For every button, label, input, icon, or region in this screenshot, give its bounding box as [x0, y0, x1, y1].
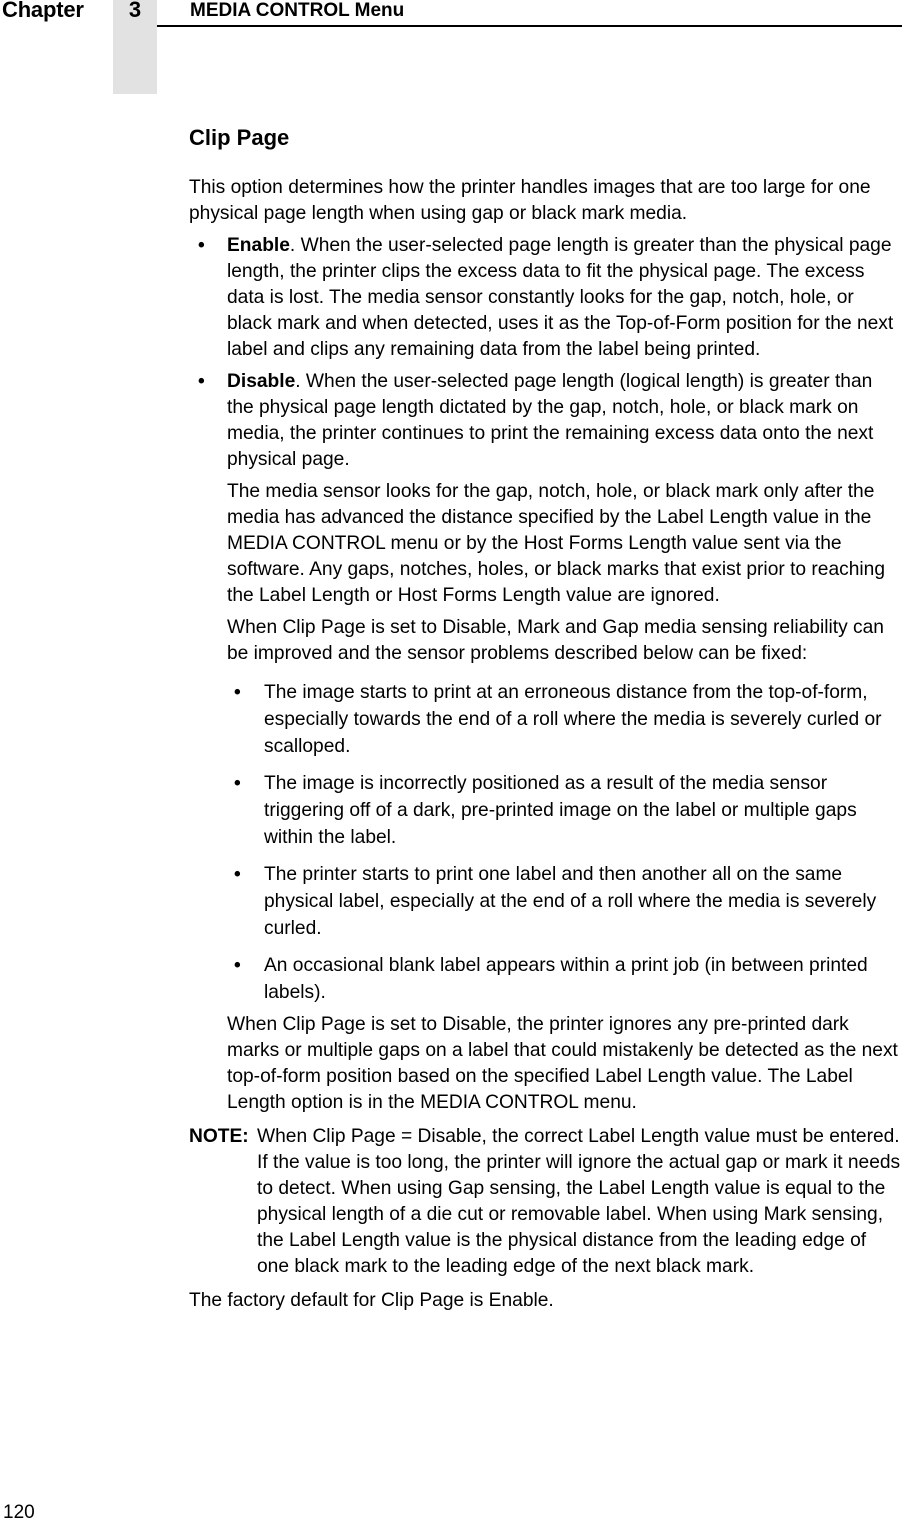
problem-list-item [189, 861, 901, 942]
problem-list-item [189, 952, 901, 1006]
problem-text: An occasional blank label appears within a print job (in between printed labels). [264, 955, 868, 1003]
bullet-icon: • [234, 864, 241, 885]
problem-list-item [189, 770, 901, 851]
note-label: NOTE: [189, 1126, 249, 1147]
bullet-icon: • [198, 235, 205, 256]
note-block [189, 1124, 901, 1280]
chapter-label: Chapter [2, 0, 84, 22]
menu-title: MEDIA CONTROL Menu [190, 0, 405, 21]
page-header [0, 0, 902, 28]
bullet-icon: • [198, 371, 205, 392]
intro-paragraph: This option determines how the printer handles images that are too large for one physical page length when using gap or black mark media. [189, 177, 871, 224]
note-text: When Clip Page = Disable, the correct Label Length value must be entered. If the value is too long, the printer will ignore the actual gap or mark it needs to detect. When using Gap sensing, the Label Length value is equal to the physical length of a die cut or removable label. When using Mark sensing, the Label Length value is the physical distance from the leading edge of one black mark to the leading edge of the next black mark. [257, 1126, 901, 1277]
bullet-icon: • [234, 955, 241, 976]
page-number: 120 [3, 1502, 35, 1523]
enable-bullet [189, 233, 901, 363]
disable-paragraph-1: The media sensor looks for the gap, notch, hole, or black mark only after the media has advanced the distance specified by the Label Length value in the MEDIA CONTROL menu or by the Host Forms Length value sent via the software. Any gaps, notches, holes, or black marks that exist prior to reaching the Label Length or Host Forms Length value are ignored. [227, 481, 886, 606]
problem-text: The image starts to print at an erroneous distance from the top-of-form, especially towards the end of a roll where the media is severely curled or scalloped. [264, 682, 882, 757]
disable-description: . When the user-selected page length (logical length) is greater than the physical page length dictated by the gap, notch, hole, or black mark on media, the printer continues to print the remaining excess data onto the next physical page. [227, 371, 874, 470]
chapter-number: 3 [128, 0, 142, 22]
disable-bullet [189, 369, 901, 473]
disable-paragraph-3: When Clip Page is set to Disable, the printer ignores any pre-printed dark marks or multiple gaps on a label that could mistakenly be detected as the next top-of-form position based on the specified Label Length value. The Label Length option is in the MEDIA CONTROL menu. [227, 1014, 898, 1113]
problem-list-item [189, 679, 901, 760]
chapter-tab [113, 0, 157, 94]
bullet-icon: • [234, 773, 241, 794]
disable-term: Disable [227, 371, 296, 392]
section-content [189, 124, 901, 1320]
bullet-icon: • [234, 682, 241, 703]
header-rule [157, 25, 902, 27]
problem-text: The printer starts to print one label and then another all on the same physical label, especially at the end of a roll where the media is severely curled. [264, 864, 877, 939]
disable-paragraph-2: When Clip Page is set to Disable, Mark and Gap media sensing reliability can be improved and the sensor problems described below can be fixed: [227, 617, 884, 664]
factory-default-text: The factory default for Clip Page is Enable. [189, 1290, 554, 1311]
section-title: Clip Page [189, 125, 290, 150]
problem-text: The image is incorrectly positioned as a result of the media sensor triggering off of a dark, pre-printed image on the label or multiple gaps within the label. [264, 773, 857, 848]
enable-term: Enable [227, 235, 290, 256]
enable-description: . When the user-selected page length is greater than the physical page length, the printer clips the excess data to fit the physical page. The excess data is lost. The media sensor constantly looks for the gap, notch, hole, or black mark and when detected, uses it as the Top-of-Form position for the next label and clips any remaining data from the label being printed. [227, 235, 894, 360]
